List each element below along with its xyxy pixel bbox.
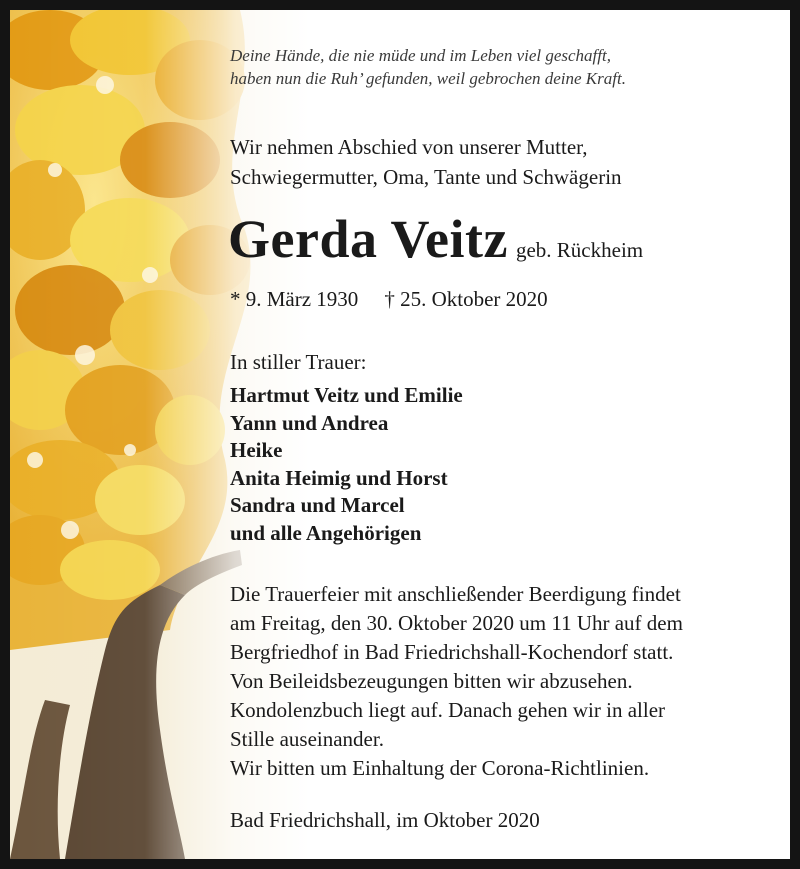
mourner: Hartmut Veitz und Emilie <box>230 383 463 407</box>
deceased-name: Gerda Veitz <box>228 209 508 269</box>
obituary-text <box>218 10 790 859</box>
poem-line: haben nun die Ruh’ gefunden, weil gebrochen deine Kraft. <box>230 69 626 88</box>
mourner: und alle Angehörigen <box>230 520 422 545</box>
mourner: Sandra und Marcel <box>230 493 405 517</box>
notice-line: Wir bitten um Einhaltung der Corona-Richtlinien. <box>230 756 650 780</box>
life-dates <box>230 287 548 312</box>
mourning-label: In stiller Trauer: <box>230 350 367 374</box>
poem-line: Deine Hände, die nie müde und im Leben viel geschafft, <box>230 46 611 65</box>
intro-line: Wir nehmen Abschied von unserer Mutter, <box>230 135 588 159</box>
mourner: Heike <box>230 438 283 462</box>
mourner: Anita Heimig und Horst <box>230 465 448 490</box>
death-date: † 25. Oktober 2020 <box>384 287 548 311</box>
mourner: Yann und Andrea <box>230 410 389 435</box>
poem <box>230 44 626 90</box>
place-and-date: Bad Friedrichshall, im Oktober 2020 <box>230 808 540 832</box>
deceased-name-line <box>228 208 643 270</box>
intro-line: Schwiegermutter, Oma, Tante und Schwägerin <box>230 165 622 189</box>
mourners-list <box>230 382 463 547</box>
notice-line: Kondolenzbuch liegt auf. Danach gehen wir in aller <box>230 698 666 722</box>
notice-line: Bergfriedhof in Bad Friedrichshall-Kochendorf statt. <box>230 640 674 664</box>
intro-text <box>230 132 622 192</box>
notice-line: Stille auseinander. <box>230 727 384 751</box>
funeral-notice <box>230 580 683 783</box>
notice-line: am Freitag, den 30. Oktober 2020 um 11 Uhr auf dem <box>230 611 683 635</box>
notice-line: Die Trauerfeier mit anschließender Beerdigung findet <box>230 582 681 606</box>
birth-date: * 9. März 1930 <box>230 287 359 311</box>
notice-line: Von Beileidsbezeugungen bitten wir abzusehen. <box>230 669 633 693</box>
birth-name: geb. Rückheim <box>515 238 644 262</box>
